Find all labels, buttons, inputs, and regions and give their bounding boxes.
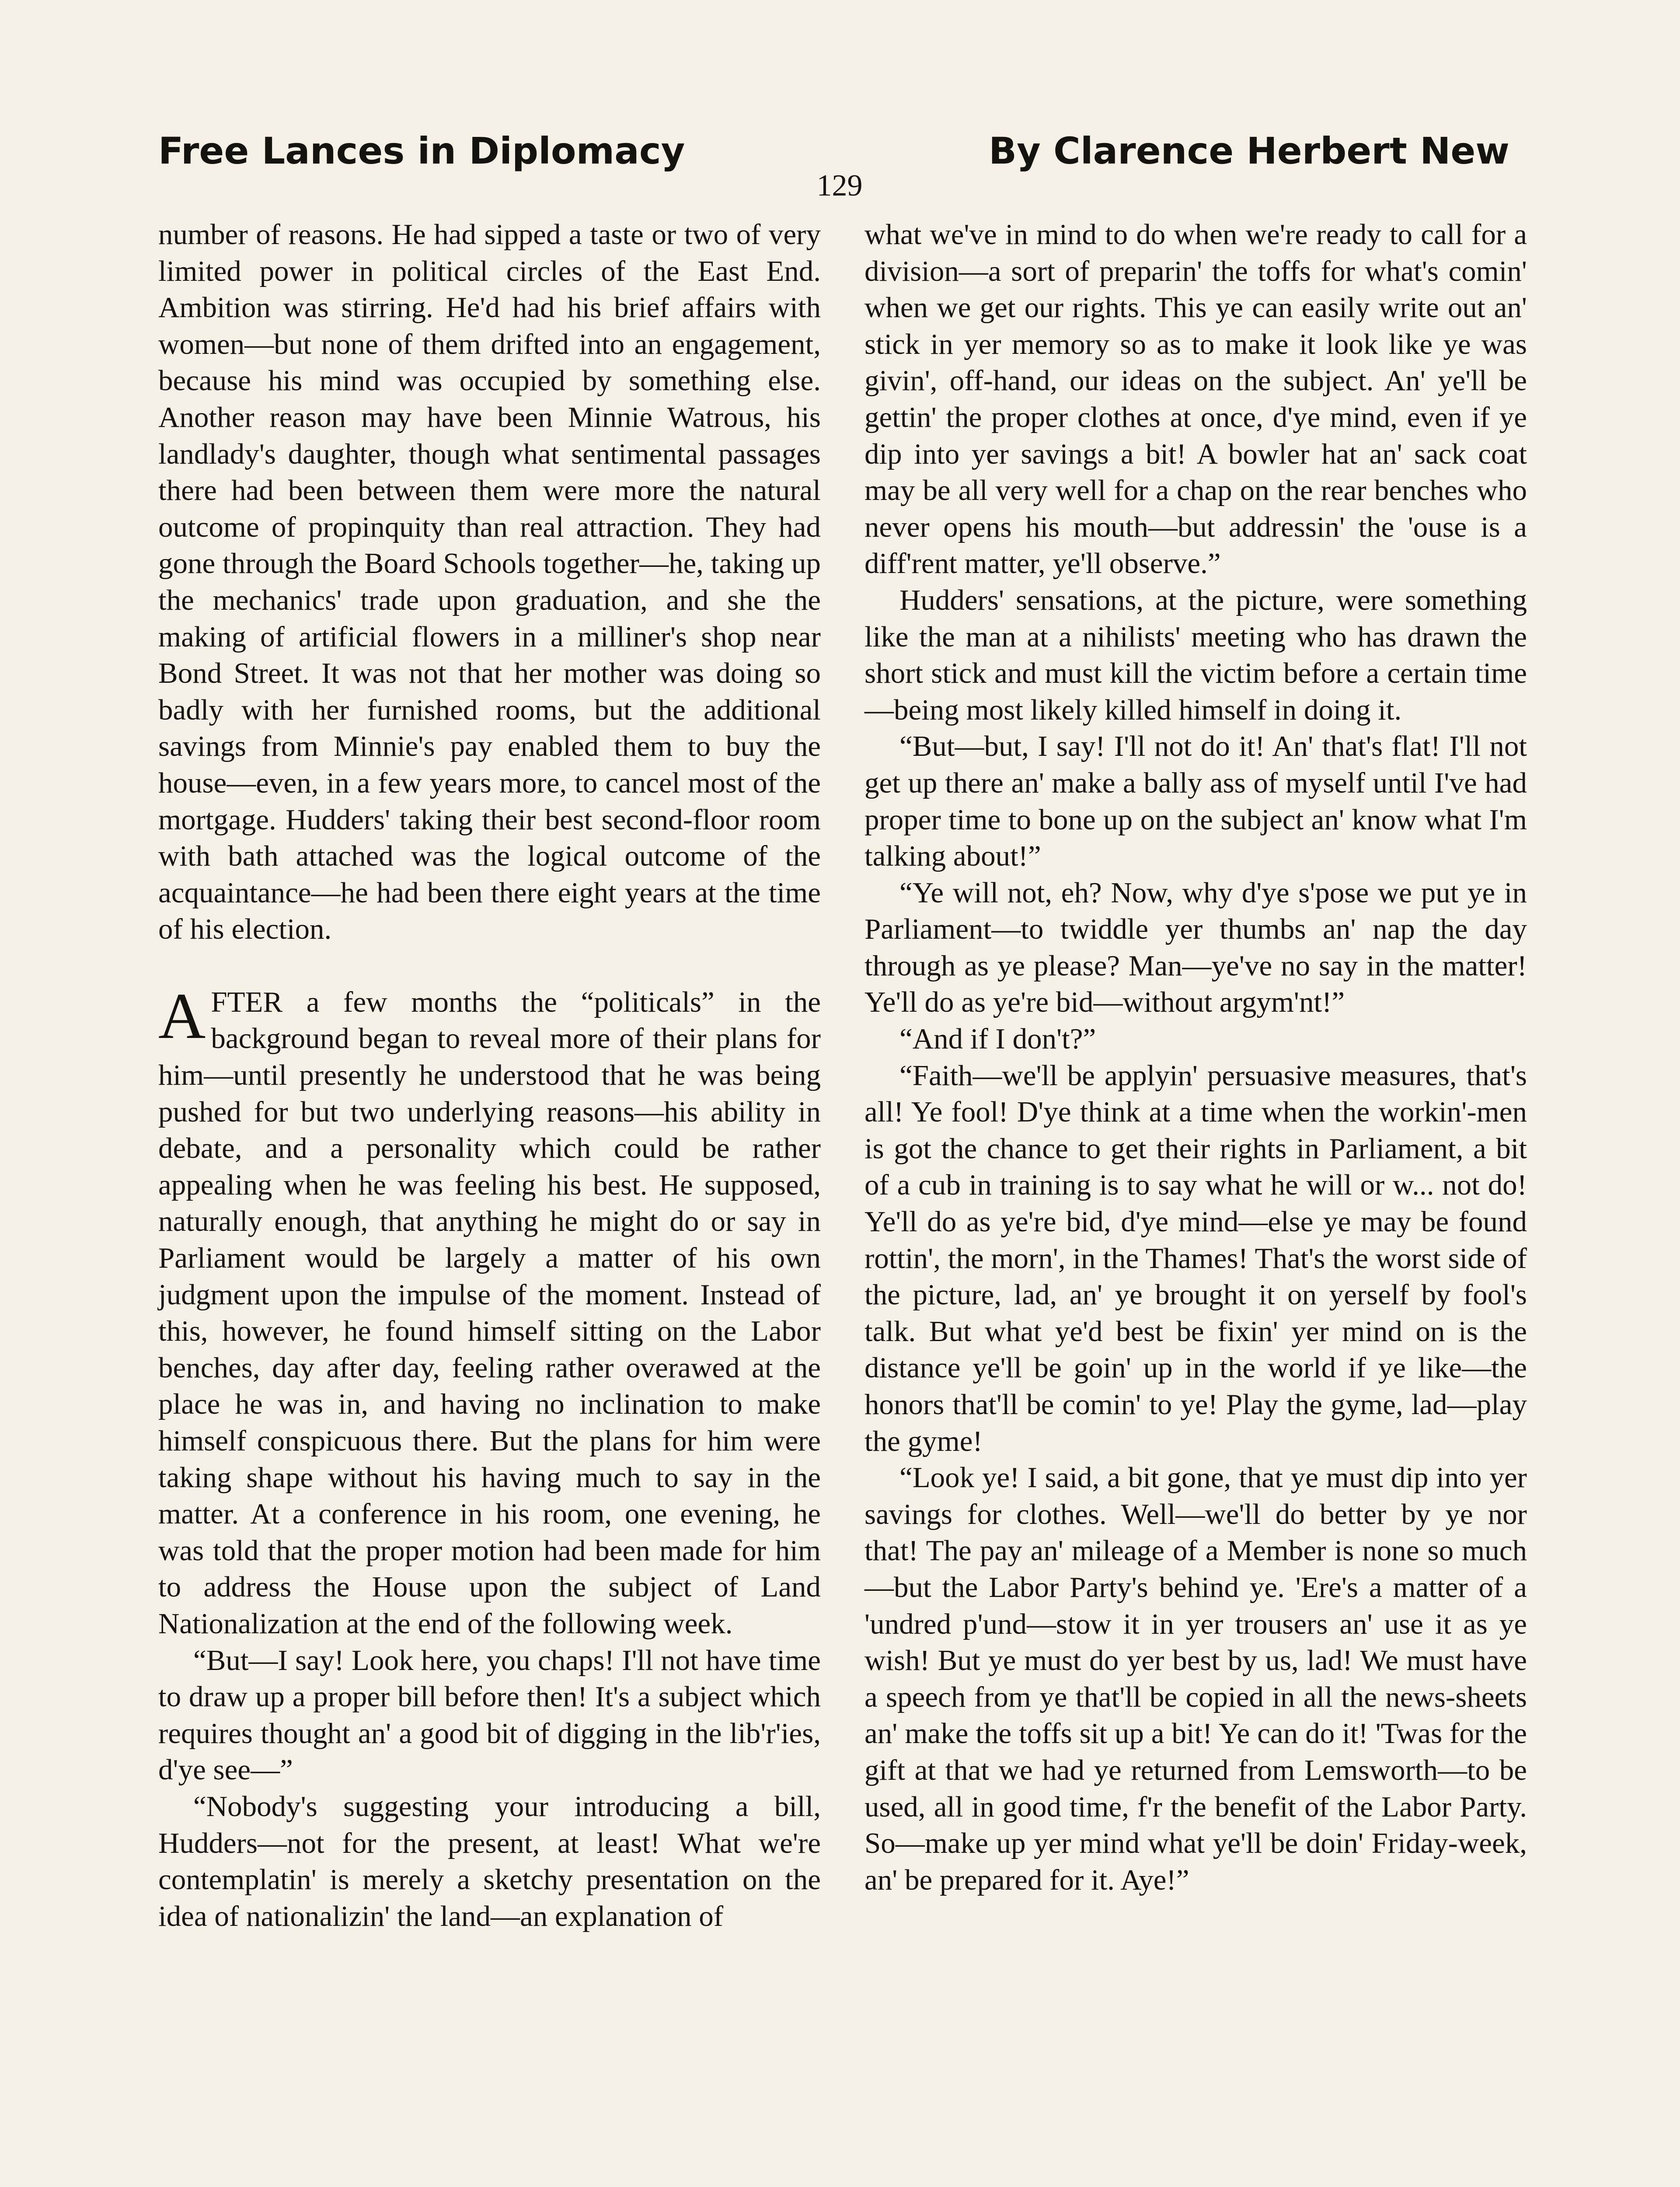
- left-column: [158, 217, 821, 1935]
- story-title: Free Lances in Diplomacy: [158, 129, 685, 172]
- paragraph-text: a few months the “politicals” in the background began to reveal more of their plans for him—until presently he understood that he was being pushed for but two underlying reasons—his ability in debate, and a personality which could be rather appealing when he was feeling his best. He supposed, naturally enough, that anything he might do or say in Parliament would be largely a matter of his own judgment upon the impulse of the moment. Instead of this, however, he found himself sitting on the Labor benches, day after day, feeling rather overawed at the place he was in, and having no inclination to make himself conspicuous there. But the plans for him were taking shape without his having much to say in the matter. At a conference in his room, one evening, he was told that the proper motion had been made for him to address the House upon the subject of Land Nationalization at the end of the following week.: [158, 985, 821, 1640]
- paragraph: “Nobody's suggesting your introducing a bill, Hudders—not for the present, at least! What we're contemplatin' is merely a sketchy presentation on the idea of nationalizin' the land—an explanation of: [158, 1790, 821, 1932]
- drop-cap-word: FTER: [211, 985, 283, 1018]
- paragraph: “Ye will not, eh? Now, why d'ye s'pose we put ye in Parliament—to twiddle yer thumbs an' nap the day through as ye please? Man—ye've no say in the matter! Ye'll do as ye're bid—without argym'nt!”: [864, 876, 1527, 1019]
- paragraph: “But—but, I say! I'll not do it! An' that's flat! I'll not get up there an' make a bally ass of myself until I've had proper time to bone up on the subject an' know what I'm talking about!”: [864, 730, 1527, 873]
- paragraph: “And if I don't?”: [899, 1023, 1096, 1055]
- paragraph: Hudders' sensations, at the picture, were something like the man at a nihilists' meeting who has drawn the short stick and must kill the victim before a certain time—being most likely killed himself in doing it.: [864, 583, 1527, 726]
- paragraph: what we've in mind to do when we're ready to call for a division—a sort of preparin' the toffs for what's comin' when we get our rights. This ye can easily write out an' stick in yer memory so as to make it look like ye was givin', off-hand, our ideas on the subject. An' ye'll be gettin' the proper clothes at once, d'ye mind, even if ye dip into yer savings a bit! A bowler hat an' sack coat may be all very well for a chap on the rear benches who never opens his mouth—but addressin' the 'ouse is a diff'rent matter, ye'll observe.”: [864, 218, 1527, 580]
- paragraph: “Look ye! I said, a bit gone, that ye must dip into yer savings for clothes. Well—we'll do better by ye nor that! The pay an' mileage of a Member is none so much—but the Labor Party's behind ye. 'Ere's a matter of a 'undred p'und—stow it in yer trousers an' use it as ye wish! But ye must do yer best by us, lad! We must have a speech from ye that'll be copied in all the news-sheets an' make the toffs sit up a bit! Ye can do it! 'Twas for the gift at that we had ye returned from Lemsworth—to be used, all in good time, f'r the benefit of the Labor Party. So—make up yer mind what ye'll be doin' Friday-week, an' be prepared for it. Aye!”: [864, 1461, 1527, 1896]
- paragraph: “But—I say! Look here, you chaps! I'll not have time to draw up a proper bill before then! It's a subject which requires thought an' a good bit of digging in the lib'r'ies, d'ye see—”: [158, 1644, 821, 1786]
- page-number: 129: [816, 169, 863, 203]
- paragraph: “Faith—we'll be applyin' persuasive measures, that's all! Ye fool! D'ye think at a time when the workin'-men is got the chance to get their rights in Parliament, a bit of a cub in training is to say what he will or w... not do! Ye'll do as ye're bid, d'ye mind—else ye may be found rottin', the morn', in the Thames! That's the worst side of the picture, lad, an' ye brought it on yerself by fool's talk. But what ye'd best be fixin' yer mind on is the distance ye'll be goin' up in the world if ye like—the honors that'll be comin' to ye! Play the gyme, lad—play the gyme!: [864, 1059, 1527, 1457]
- paragraph: number of reasons. He had sipped a taste or two of very limited power in political circles of the East End. Ambition was stirring. He'd had his brief affairs with women—but none of them drifted into an engagement, because his mind was occupied by something else. Another reason may have been Minnie Watrous, his landlady's daughter, though what sentimental passages there had been between them were more the natural outcome of propinquity than real attraction. They had gone through the Board Schools together—he, taking up the mechanics' trade upon graduation, and she the making of artificial flowers in a milliner's shop near Bond Street. It was not that her mother was doing so badly with her furnished rooms, but the additional savings from Minnie's pay enabled them to buy the house—even, in a few years more, to cancel most of the mortgage. Hudders' taking their best second-floor room with bath attached was the logical outcome of the acquaintance—he had been there eight years at the time of his election.: [158, 218, 821, 946]
- drop-cap: A: [158, 979, 206, 1052]
- right-column: [864, 217, 1527, 1898]
- section-start-paragraph: [158, 979, 821, 1642]
- story-author: By Clarence Herbert New: [989, 129, 1509, 172]
